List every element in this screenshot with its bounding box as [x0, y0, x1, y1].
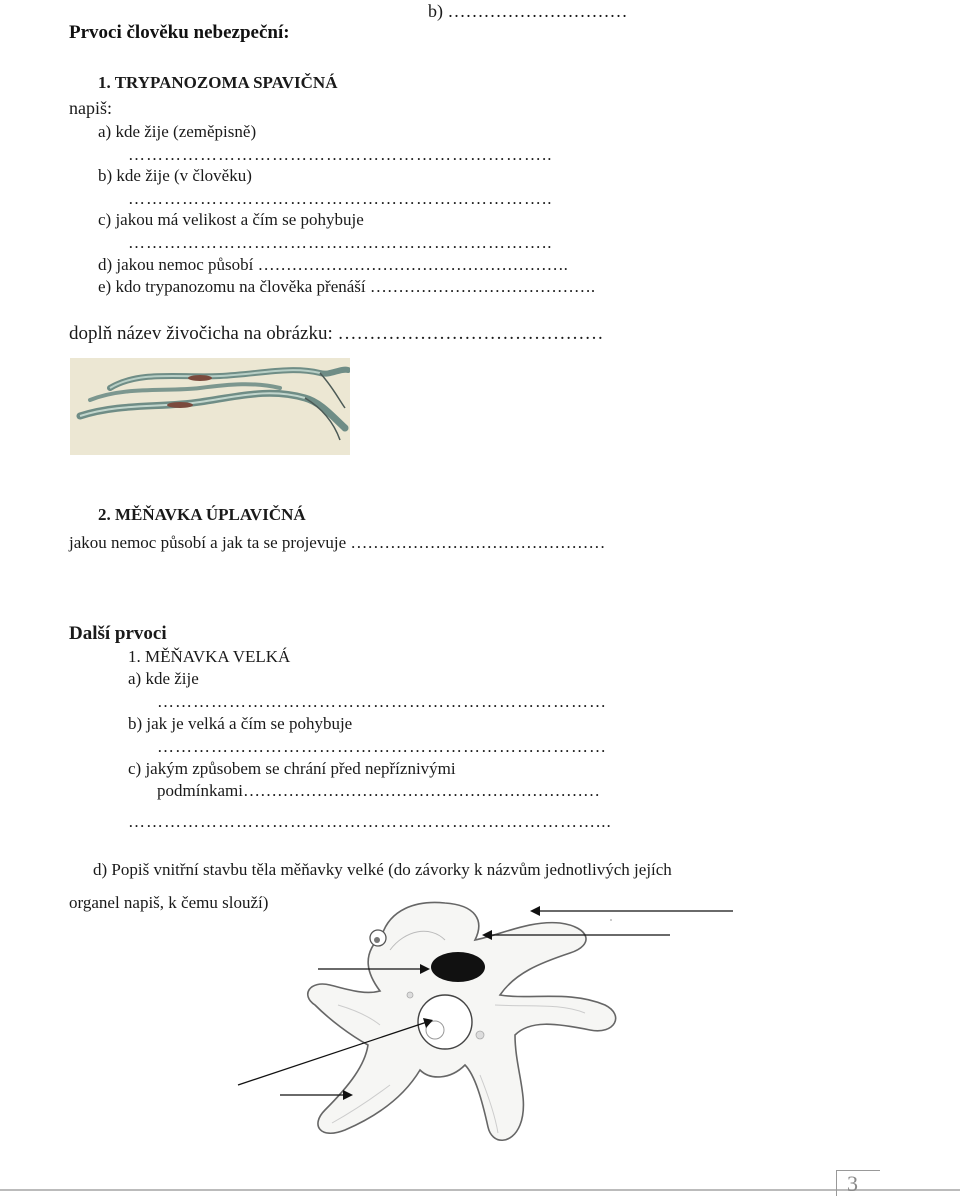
question-amoeba-a: a) kde žije — [128, 669, 199, 688]
amoeba-title: 1. MĚŇAVKA VELKÁ — [128, 647, 291, 666]
amoeba-diagram — [230, 895, 750, 1175]
question-amoeba-c: c) jakým způsobem se chrání před nepříznivými — [128, 759, 456, 778]
question-amoeba-b: b) jak je velká a čím se pohybuje — [128, 714, 353, 733]
section-1-title: 1. TRYPANOZOMA SPAVIČNÁ — [98, 73, 338, 92]
question-amoeba-d-cont: organel napiš, k čemu slouží) — [69, 893, 269, 912]
question-1c: c) jakou má velikost a čím se pohybuje — [98, 210, 364, 229]
fill-animal-name-prompt: doplň název živočicha na obrázku: …………………………………… — [69, 323, 604, 344]
question-amoeba-c-cont: podmínkami……………………………………………………… — [157, 781, 600, 800]
question-1a: a) kde žije (zeměpisně) — [98, 122, 257, 141]
section-2-title: 2. MĚŇAVKA ÚPLAVIČNÁ — [98, 505, 306, 524]
question-1b: b) kde žije (v člověku) — [98, 166, 252, 185]
page-number: 3 — [836, 1170, 880, 1196]
top-right-answer-b: b) ………………………… — [428, 1, 628, 21]
question-1d: d) jakou nemoc působí ………………………………………………. — [98, 255, 568, 274]
trypanosome-image — [70, 358, 350, 455]
question-amoeba-d: d) Popiš vnitřní stavbu těla měňavky velké (do závorky k názvům jednotlivých jejích — [93, 860, 672, 879]
other-protozoa-heading: Další prvoci — [69, 623, 167, 644]
answer-line-1b: …………………………………………………………….. — [128, 189, 553, 208]
question-2: jakou nemoc působí a jak ta se projevuje ……………………………………… — [69, 533, 606, 552]
question-1e: e) kdo trypanozomu na člověka přenáší …………………………………. — [98, 277, 596, 296]
answer-line-amoeba-c: ……………………………………………………………………... — [128, 812, 612, 831]
page-bottom-rule — [0, 1189, 960, 1191]
answer-line-1a: …………………………………………………………….. — [128, 145, 553, 164]
answer-line-1c: …………………………………………………………….. — [128, 233, 553, 252]
answer-line-amoeba-b: ………………………………………………………………… — [157, 737, 607, 756]
page-heading: Prvoci člověku nebezpeční: — [69, 22, 290, 43]
napis-label: napiš: — [69, 98, 112, 118]
answer-line-amoeba-a: ………………………………………………………………… — [157, 692, 607, 711]
